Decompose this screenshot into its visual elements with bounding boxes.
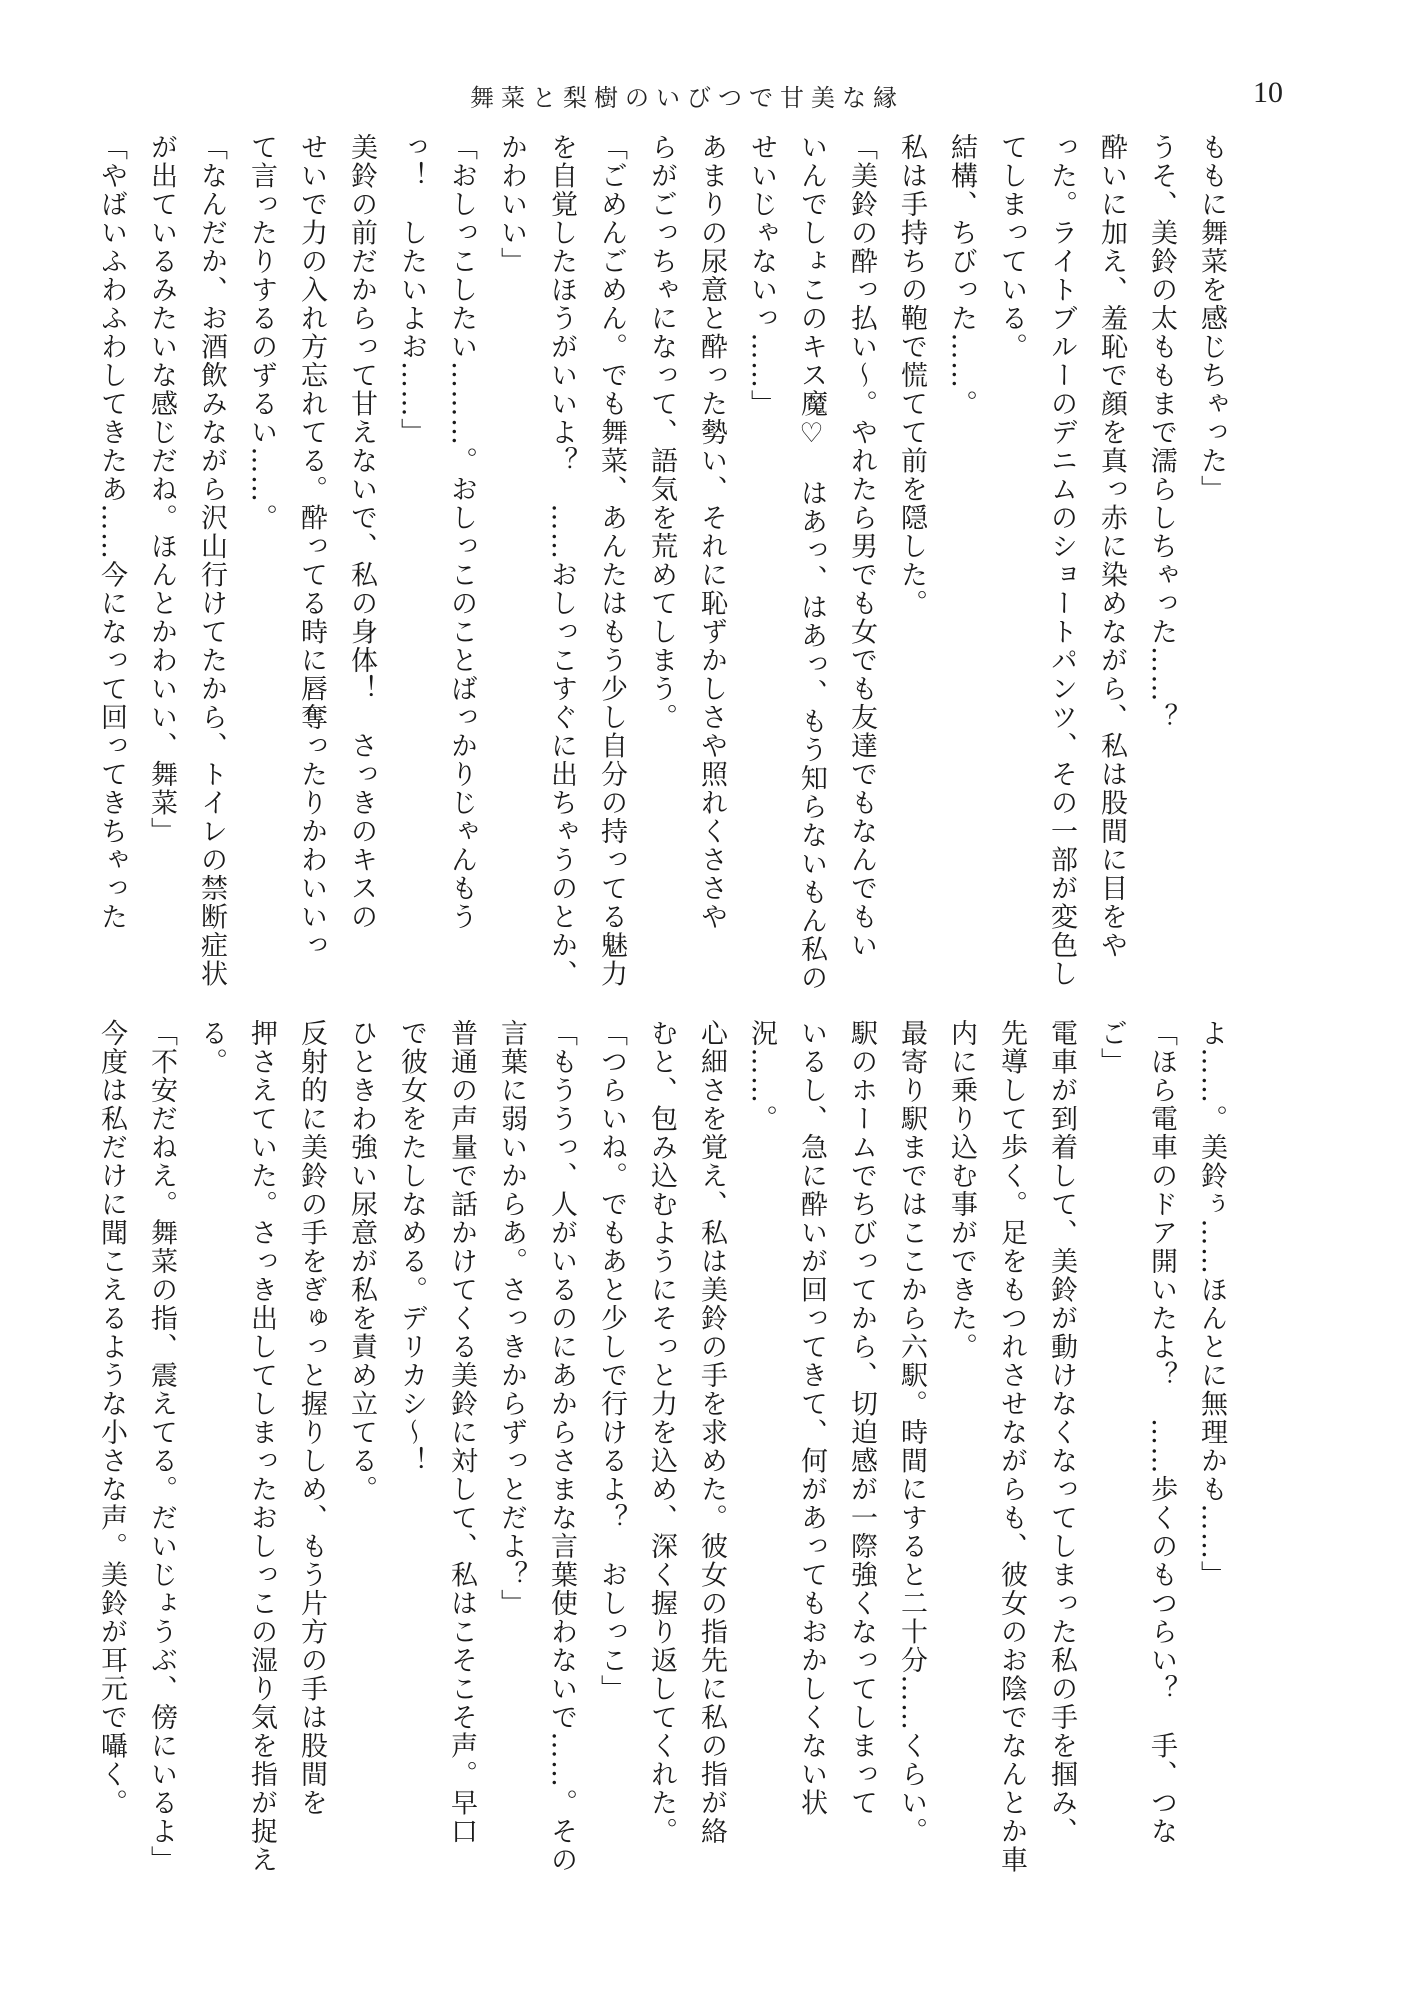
text-line: 「不安だねえ。舞菜の指、震えてる。だいじょうぶ、傍にいるよ」 [146, 1019, 177, 1874]
text-line: っ！ したいよお……」 [396, 133, 427, 447]
text-line: が出ているみたいな感じだね。ほんとかわいい、舞菜」 [146, 133, 177, 846]
text-line: 心細さを覚え、私は美鈴の手を求めた。彼女の指先に私の指が絡 [696, 1019, 727, 1846]
text-line: を自覚したほうがいいよ？ ……おしっこすぐに出ちゃうのとか、 [546, 133, 577, 988]
text-line: 最寄り駅まではここから六駅。時間にすると二十分……くらい。 [896, 1019, 927, 1846]
text-line: 「なんだか、お酒飲みながら沢山行けてたから、トイレの禁断症状 [196, 133, 227, 988]
text-line: 私は手持ちの鞄で慌てて前を隠した。 [896, 133, 927, 618]
text-line: ももに舞菜を感じちゃった」 [1196, 133, 1227, 504]
text-line: 美鈴の前だからって甘えないで、私の身体！ さっきのキスの [346, 133, 377, 931]
text-line: あまりの尿意と酔った勢い、それに恥ずかしさや照れくささや [696, 133, 727, 931]
text-line: てしまっている。 [996, 133, 1027, 361]
text-line: 今度は私だけに聞こえるような小さな声。美鈴が耳元で囁く。 [96, 1019, 127, 1817]
text-line: かわいい」 [496, 133, 527, 276]
text-line: 電車が到着して、美鈴が動けなくなってしまった私の手を掴み、 [1046, 1019, 1077, 1846]
text-line: 「ごめんごめん。でも舞菜、あんたはもう少し自分の持ってる魅力 [596, 133, 627, 988]
text-line: いるし、急に酔いが回ってきて、何があってもおかしくない状 [796, 1019, 827, 1817]
text-line: らがごっちゃになって、語気を荒めてしまう。 [646, 133, 677, 732]
text-line: 駅のホームでちびってから、切迫感が一際強くなってしまって [846, 1019, 877, 1817]
text-line: 押さえていた。さっき出してしまったおしっこの湿り気を指が捉え [246, 1019, 277, 1874]
text-line: 「ほら電車のドア開いたよ？ ……歩くのもつらい？ 手、つな [1146, 1019, 1177, 1846]
text-line: いんでしょこのキス魔♡ はあっ、はあっ、もう知らないもん私の [796, 133, 827, 992]
text-block-bottom [96, 1019, 1236, 1874]
text-line: 酔いに加え、羞恥で顔を真っ赤に染めながら、私は股間に目をや [1096, 133, 1127, 960]
text-line: せいで力の入れ方忘れてる。酔ってる時に唇奪ったりかわいいっ [296, 133, 327, 960]
text-line: て言ったりするのずるい……。 [246, 133, 277, 532]
text-line: 「おしっこしたい………。おしっこのことばっかりじゃんもう [446, 133, 477, 931]
text-line: 「美鈴の酔っ払い～。やれたら男でも女でも友達でもなんでもい [846, 133, 877, 960]
text-line: 結構、ちびった……。 [946, 133, 977, 418]
running-header-title: 舞菜と梨樹のいびつで甘美な縁 [470, 84, 904, 112]
text-line: 「つらいね。でもあと少しで行けるよ？ おしっこ」 [596, 1019, 627, 1703]
text-line: 況……。 [746, 1019, 777, 1133]
text-line: る。 [196, 1019, 227, 1076]
text-line: ご」 [1096, 1019, 1127, 1076]
text-line: せいじゃないっ……」 [746, 133, 777, 418]
text-line: ひときわ強い尿意が私を責め立てる。 [346, 1019, 377, 1504]
text-line: よ……。美鈴ぅ……ほんとに無理かも……」 [1196, 1019, 1227, 1589]
text-line: 「もううっ、人がいるのにあからさまな言葉使わないで……。その [546, 1019, 577, 1874]
text-line: 内に乗り込む事ができた。 [946, 1019, 977, 1361]
text-line: った。ライトブルーのデニムのショートパンツ、その一部が変色し [1046, 133, 1077, 988]
text-line: 「やばいふわふわしてきたあ……今になって回ってきちゃった [96, 133, 127, 931]
text-line: 言葉に弱いからあ。さっきからずっとだよ？」 [496, 1019, 527, 1618]
text-block-top [96, 133, 1236, 992]
text-line: 先導して歩く。足をもつれさせながらも、彼女のお陰でなんとか車 [996, 1019, 1027, 1874]
text-line: うそ、美鈴の太ももまで濡らしちゃった……？ [1146, 133, 1177, 732]
text-line: で彼女をたしなめる。デリカシ～！ [396, 1019, 427, 1475]
text-line: 反射的に美鈴の手をぎゅっと握りしめ、もう片方の手は股間を [296, 1019, 327, 1817]
page-number: 10 [1253, 76, 1283, 109]
text-line: むと、包み込むようにそっと力を込め、深く握り返してくれた。 [646, 1019, 677, 1846]
text-line: 普通の声量で話かけてくる美鈴に対して、私はこそこそ声。早口 [446, 1019, 477, 1846]
